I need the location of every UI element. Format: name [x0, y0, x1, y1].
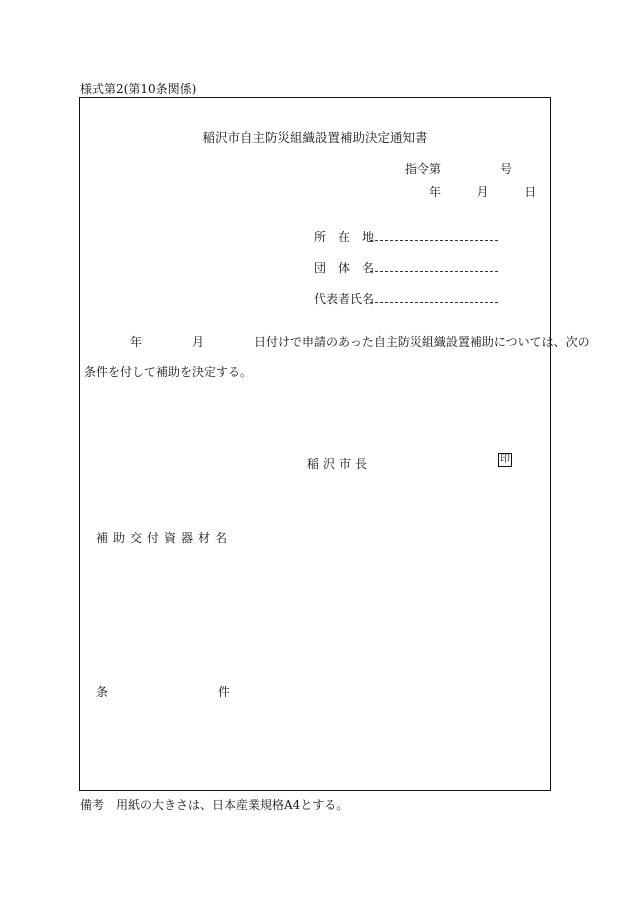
body-text-line-2: 条件を付して補助を決定する。 — [84, 365, 253, 379]
addressee-rep-row — [314, 290, 498, 307]
date-month: 月 — [476, 185, 489, 199]
footnote: 備考 用紙の大きさは、日本産業規格A4とする。 — [80, 798, 349, 812]
addressee-org-row — [314, 259, 498, 276]
representative-label: 代表者氏名 — [314, 292, 375, 306]
issue-date — [429, 183, 536, 200]
document-title: 稲沢市自主防災組織設置補助決定通知書 — [202, 130, 428, 145]
date-day: 日 — [524, 185, 537, 199]
representative-blank-line — [370, 291, 498, 303]
org-name-label: 団 体 名 — [314, 261, 375, 275]
seal-mark: 印 — [500, 454, 510, 465]
body-line1-rest: 日付けで申請のあった自主防災組織設置補助については、次の — [254, 335, 590, 349]
items-label: 補助交付資器材名 — [96, 531, 233, 545]
org-name-blank-line — [370, 260, 498, 272]
body-month: 月 — [192, 335, 205, 349]
conditions-label-first: 条 — [96, 685, 109, 699]
body-text-line-1 — [130, 333, 590, 350]
issuer-name: 稲沢市長 — [307, 457, 372, 471]
location-label: 所 在 地 — [314, 230, 375, 244]
conditions-label-second: 件 — [218, 685, 231, 699]
form-number-label: 様式第2(第10条関係) — [80, 82, 197, 96]
body-year: 年 — [130, 335, 143, 349]
order-suffix: 号 — [500, 162, 513, 176]
document-frame — [79, 97, 551, 791]
addressee-location-row — [314, 228, 498, 245]
date-year: 年 — [429, 185, 442, 199]
order-prefix: 指令第 — [405, 162, 442, 176]
location-blank-line — [370, 229, 498, 241]
order-number — [405, 160, 513, 177]
